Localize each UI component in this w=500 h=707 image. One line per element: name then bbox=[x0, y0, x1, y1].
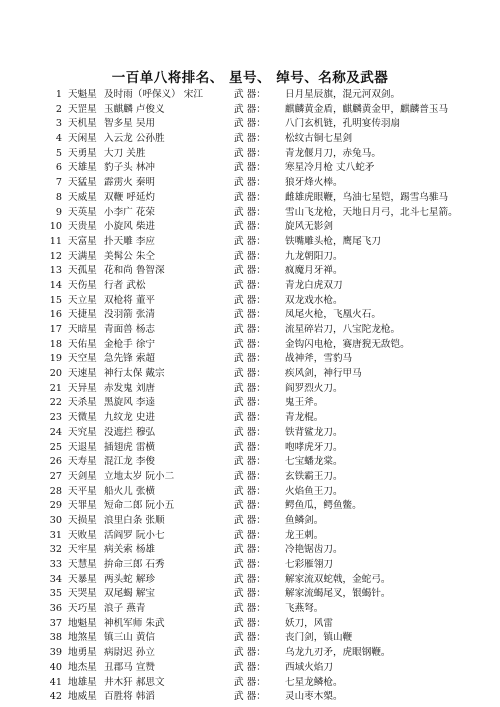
weapon-label: 武 器： bbox=[234, 89, 266, 100]
list-item bbox=[48, 543, 488, 558]
hero-nickname-name: 神行太保 戴宗 bbox=[104, 368, 165, 380]
weapon-label: 武 器： bbox=[234, 338, 266, 350]
weapon-label: 武 器： bbox=[234, 250, 266, 262]
hero-nickname-name: 活阎罗 阮小七 bbox=[104, 529, 165, 541]
weapon-label: 武 器： bbox=[234, 162, 266, 174]
star-name: 天英星 bbox=[68, 206, 97, 218]
entry-number: 35 bbox=[49, 588, 62, 600]
entry-number: 42 bbox=[49, 691, 62, 703]
weapon-value: 狼牙烽火棒。 bbox=[285, 177, 343, 189]
star-name: 天异星 bbox=[68, 382, 97, 394]
hero-nickname-name: 船火儿 张横 bbox=[104, 485, 156, 497]
list-item bbox=[48, 235, 488, 250]
entry-number: 5 bbox=[55, 147, 62, 159]
hero-nickname-name: 没遮拦 穆弘 bbox=[104, 426, 156, 438]
weapon-label: 武 器： bbox=[234, 353, 266, 365]
weapon-label: 武 器： bbox=[234, 265, 266, 277]
hero-nickname-name: 及时雨（呼保义） 宋江 bbox=[104, 89, 203, 100]
star-name: 天罡星 bbox=[68, 103, 97, 115]
weapon-label: 武 器： bbox=[234, 529, 266, 541]
weapon-value: 松纹古铜七星剑 bbox=[285, 133, 353, 145]
list-item bbox=[48, 411, 488, 426]
weapon-label: 武 器： bbox=[234, 441, 266, 453]
weapon-value: 雌雄虎眼鞭，乌油七星铠，踢雪乌骓马 bbox=[285, 191, 449, 203]
list-item bbox=[48, 323, 488, 338]
weapon-value: 青龙偃月刀，赤兔马。 bbox=[285, 147, 381, 159]
star-name: 天微星 bbox=[68, 412, 97, 424]
list-item bbox=[48, 514, 488, 529]
weapon-label: 武 器： bbox=[234, 691, 266, 703]
weapon-label: 武 器： bbox=[234, 544, 266, 556]
list-item bbox=[48, 117, 488, 132]
star-name: 天慧星 bbox=[68, 559, 97, 570]
hero-nickname-name: 百胜将 韩滔 bbox=[104, 691, 156, 703]
weapon-value: 九龙朝阳刀。 bbox=[285, 250, 343, 262]
entry-number: 6 bbox=[55, 162, 62, 174]
entry-number: 14 bbox=[49, 279, 62, 291]
weapon-label: 武 器： bbox=[234, 309, 266, 321]
weapon-label: 武 器： bbox=[234, 147, 266, 159]
weapon-value: 解家流双蛇戟，金蛇弓。 bbox=[285, 573, 391, 585]
star-name: 地魁星 bbox=[68, 617, 97, 629]
list-item bbox=[48, 602, 488, 617]
star-name: 天退星 bbox=[68, 441, 97, 453]
hero-nickname-name: 入云龙 公孙胜 bbox=[104, 133, 165, 145]
hero-nickname-name: 玉麒麟 卢俊义 bbox=[104, 103, 165, 115]
weapon-value: 雪山飞龙枪，天地日月弓，北斗七星箭。 bbox=[285, 206, 458, 218]
list-item bbox=[48, 220, 488, 235]
list-item bbox=[48, 676, 488, 691]
star-name: 天勇星 bbox=[68, 147, 97, 159]
weapon-label: 武 器： bbox=[234, 514, 266, 526]
list-item bbox=[48, 294, 488, 309]
list-item bbox=[48, 250, 488, 265]
weapon-label: 武 器： bbox=[234, 456, 266, 468]
entry-number: 23 bbox=[49, 412, 62, 424]
weapon-label: 武 器： bbox=[234, 118, 266, 130]
weapon-label: 武 器： bbox=[234, 485, 266, 497]
hero-nickname-name: 没羽箭 张清 bbox=[104, 309, 156, 321]
hero-nickname-name: 短命二郎 阮小五 bbox=[104, 500, 175, 512]
list-item bbox=[48, 617, 488, 632]
hero-nickname-name: 豹子头 林冲 bbox=[104, 162, 156, 174]
weapon-value: 冷艳锯齿刀。 bbox=[285, 544, 343, 556]
hero-nickname-name: 智多星 吴用 bbox=[104, 118, 156, 130]
weapon-label: 武 器： bbox=[234, 368, 266, 380]
entry-number: 27 bbox=[49, 470, 62, 482]
entry-number: 7 bbox=[55, 177, 62, 189]
star-name: 天巧星 bbox=[68, 603, 97, 615]
weapon-value: 鳄鱼瓜，鳄鱼鳖。 bbox=[285, 500, 362, 512]
entry-number: 1 bbox=[55, 89, 62, 100]
hero-nickname-name: 小旋风 柴进 bbox=[104, 221, 156, 233]
entry-number: 38 bbox=[49, 632, 62, 644]
entry-number: 10 bbox=[49, 221, 62, 233]
entry-number: 19 bbox=[49, 353, 62, 365]
list-item bbox=[48, 631, 488, 646]
weapon-value: 铁背鲨龙刀。 bbox=[285, 426, 343, 438]
entry-number: 30 bbox=[49, 514, 62, 526]
entry-number: 21 bbox=[49, 382, 62, 394]
list-item bbox=[48, 206, 488, 221]
hero-nickname-name: 急先锋 索超 bbox=[104, 353, 156, 365]
ranking-list bbox=[48, 88, 488, 705]
entry-number: 16 bbox=[49, 309, 62, 321]
star-name: 天捷星 bbox=[68, 309, 97, 321]
hero-nickname-name: 病关索 杨雄 bbox=[104, 544, 156, 556]
weapon-value: 金钩闪电枪，赛唐猊无敌铠。 bbox=[285, 338, 410, 350]
list-item bbox=[48, 191, 488, 206]
star-name: 天猛星 bbox=[68, 177, 97, 189]
list-item bbox=[48, 529, 488, 544]
entry-number: 17 bbox=[49, 324, 62, 335]
list-item bbox=[48, 646, 488, 661]
weapon-label: 武 器： bbox=[234, 559, 266, 570]
list-item bbox=[48, 338, 488, 353]
weapon-value: 阎罗烈火刀。 bbox=[285, 382, 343, 394]
hero-nickname-name: 混江龙 李俊 bbox=[104, 456, 156, 468]
weapon-label: 武 器： bbox=[234, 500, 266, 512]
weapon-value: 流星碎岩刀，八宝陀龙枪。 bbox=[285, 324, 401, 335]
weapon-value: 妖刀，风雷 bbox=[285, 617, 333, 629]
weapon-value: 火焰鱼王刀。 bbox=[285, 485, 343, 497]
hero-nickname-name: 双尾蝎 解宝 bbox=[104, 588, 156, 600]
weapon-value: 飞燕弩。 bbox=[285, 603, 324, 615]
weapon-value: 解家流蝎尾叉，银蝎针。 bbox=[285, 588, 391, 600]
weapon-value: 铁嘴雕头枪，鹰尾飞刀 bbox=[285, 235, 381, 247]
weapon-label: 武 器： bbox=[234, 294, 266, 306]
entry-number: 12 bbox=[49, 250, 62, 262]
weapon-label: 武 器： bbox=[234, 177, 266, 189]
weapon-label: 武 器： bbox=[234, 279, 266, 291]
hero-nickname-name: 浪里白条 张顺 bbox=[104, 514, 165, 526]
star-name: 天机星 bbox=[68, 118, 97, 130]
hero-nickname-name: 两头蛇 解珍 bbox=[104, 573, 156, 585]
hero-nickname-name: 双枪将 董平 bbox=[104, 294, 156, 306]
weapon-value: 鬼王斧。 bbox=[285, 397, 324, 409]
weapon-value: 丧门剑，镇山鞭 bbox=[285, 632, 353, 644]
weapon-value: 灵山枣木槊。 bbox=[285, 691, 343, 703]
list-item bbox=[48, 396, 488, 411]
weapon-label: 武 器： bbox=[234, 632, 266, 644]
list-item bbox=[48, 103, 488, 118]
list-item bbox=[48, 661, 488, 676]
entry-number: 11 bbox=[49, 235, 62, 247]
entry-number: 24 bbox=[49, 426, 62, 438]
hero-nickname-name: 九纹龙 史进 bbox=[104, 412, 156, 424]
star-name: 地煞星 bbox=[68, 632, 97, 644]
hero-nickname-name: 大刀 关胜 bbox=[104, 147, 146, 159]
list-item bbox=[48, 161, 488, 176]
weapon-label: 武 器： bbox=[234, 426, 266, 438]
list-item bbox=[48, 558, 488, 573]
list-item bbox=[48, 573, 488, 588]
list-item bbox=[48, 455, 488, 470]
hero-nickname-name: 丑郡马 宣赞 bbox=[104, 661, 156, 673]
entry-number: 25 bbox=[49, 441, 62, 453]
star-name: 天暴星 bbox=[68, 573, 97, 585]
star-name: 天罪星 bbox=[68, 500, 97, 512]
list-item bbox=[48, 690, 488, 705]
entry-number: 22 bbox=[49, 397, 62, 409]
hero-nickname-name: 美髯公 朱仝 bbox=[104, 250, 156, 262]
entry-number: 33 bbox=[49, 559, 62, 570]
weapon-label: 武 器： bbox=[234, 382, 266, 394]
hero-nickname-name: 青面兽 杨志 bbox=[104, 324, 156, 335]
hero-nickname-name: 黑旋风 李逵 bbox=[104, 397, 156, 409]
star-name: 天佑星 bbox=[68, 338, 97, 350]
weapon-value: 旋风无影剑 bbox=[285, 221, 333, 233]
list-item bbox=[48, 352, 488, 367]
entry-number: 36 bbox=[49, 603, 62, 615]
weapon-label: 武 器： bbox=[234, 133, 266, 145]
entry-number: 37 bbox=[49, 617, 62, 629]
weapon-value: 寒星冷月枪 丈八蛇矛 bbox=[285, 162, 375, 174]
star-name: 地雄星 bbox=[68, 676, 97, 688]
weapon-value: 七彩雁翎刀 bbox=[285, 559, 333, 570]
star-name: 天损星 bbox=[68, 514, 97, 526]
list-item bbox=[48, 485, 488, 500]
weapon-label: 武 器： bbox=[234, 676, 266, 688]
weapon-value: 西域火焰刀 bbox=[285, 661, 333, 673]
hero-nickname-name: 金枪手 徐宁 bbox=[104, 338, 156, 350]
entry-number: 20 bbox=[49, 368, 62, 380]
document-title: 一百单八将排名、 星号、 绰号、名称及武器 bbox=[111, 70, 389, 86]
weapon-value: 疯魔月牙禅。 bbox=[285, 265, 343, 277]
star-name: 地杰星 bbox=[68, 661, 97, 673]
weapon-label: 武 器： bbox=[234, 661, 266, 673]
star-name: 天孤星 bbox=[68, 265, 97, 277]
weapon-label: 武 器： bbox=[234, 191, 266, 203]
hero-nickname-name: 神机军师 朱武 bbox=[104, 617, 165, 629]
entry-number: 8 bbox=[55, 191, 62, 203]
hero-nickname-name: 双鞭 呼延灼 bbox=[104, 191, 156, 203]
hero-nickname-name: 拚命三郎 石秀 bbox=[104, 559, 165, 570]
star-name: 天立星 bbox=[68, 294, 97, 306]
star-name: 天剑星 bbox=[68, 470, 97, 482]
entry-number: 4 bbox=[55, 133, 62, 145]
weapon-label: 武 器： bbox=[234, 235, 266, 247]
weapon-label: 武 器： bbox=[234, 573, 266, 585]
star-name: 天杀星 bbox=[68, 397, 97, 409]
weapon-value: 乌龙九刃矛，虎眼钢鞭。 bbox=[285, 647, 391, 659]
entry-number: 41 bbox=[49, 676, 62, 688]
star-name: 地威星 bbox=[68, 691, 97, 703]
weapon-label: 武 器： bbox=[234, 103, 266, 115]
weapon-value: 咆哮虎牙刀。 bbox=[285, 441, 343, 453]
entry-number: 39 bbox=[49, 647, 62, 659]
star-name: 天暗星 bbox=[68, 324, 97, 335]
weapon-value: 双龙戏水枪。 bbox=[285, 294, 343, 306]
entry-number: 13 bbox=[49, 265, 62, 277]
hero-nickname-name: 行者 武松 bbox=[104, 279, 146, 291]
star-name: 天满星 bbox=[68, 250, 97, 262]
list-item bbox=[48, 382, 488, 397]
star-name: 天哭星 bbox=[68, 588, 97, 600]
weapon-label: 武 器： bbox=[234, 324, 266, 335]
weapon-label: 武 器： bbox=[234, 588, 266, 600]
weapon-label: 武 器： bbox=[234, 603, 266, 615]
weapon-value: 凤尾火枪，飞凰火石。 bbox=[285, 309, 381, 321]
hero-nickname-name: 浪子 燕青 bbox=[104, 603, 146, 615]
hero-nickname-name: 霹雳火 秦明 bbox=[104, 177, 156, 189]
hero-nickname-name: 赤发鬼 刘唐 bbox=[104, 382, 156, 394]
star-name: 天富星 bbox=[68, 235, 97, 247]
entry-number: 18 bbox=[49, 338, 62, 350]
weapon-value: 八门玄机链，孔明宴传羽扇 bbox=[285, 118, 401, 130]
list-item bbox=[48, 279, 488, 294]
weapon-label: 武 器： bbox=[234, 412, 266, 424]
list-item bbox=[48, 426, 488, 441]
weapon-value: 七宝蟠龙棠。 bbox=[285, 456, 343, 468]
weapon-value: 麒麟黄金盾，麒麟黄金甲，麒麟普玉马 bbox=[285, 103, 449, 115]
entry-number: 34 bbox=[49, 573, 62, 585]
star-name: 天败星 bbox=[68, 529, 97, 541]
list-item bbox=[48, 176, 488, 191]
list-item bbox=[48, 470, 488, 485]
star-name: 地勇星 bbox=[68, 647, 97, 659]
hero-nickname-name: 井木犴 郝思文 bbox=[104, 676, 165, 688]
entry-number: 9 bbox=[55, 206, 62, 218]
entry-number: 40 bbox=[49, 661, 62, 673]
weapon-label: 武 器： bbox=[234, 206, 266, 218]
weapon-value: 鱼鳞剑。 bbox=[285, 514, 324, 526]
entry-number: 26 bbox=[49, 456, 62, 468]
hero-nickname-name: 插翅虎 雷横 bbox=[104, 441, 156, 453]
weapon-value: 七星龙鳞枪。 bbox=[285, 676, 343, 688]
hero-nickname-name: 立地太岁 阮小二 bbox=[104, 470, 175, 482]
weapon-value: 疾风剑，神行甲马 bbox=[285, 368, 362, 380]
list-item bbox=[48, 264, 488, 279]
weapon-label: 武 器： bbox=[234, 470, 266, 482]
entry-number: 28 bbox=[49, 485, 62, 497]
list-item bbox=[48, 132, 488, 147]
weapon-value: 龙王刺。 bbox=[285, 529, 324, 541]
star-name: 天空星 bbox=[68, 353, 97, 365]
hero-nickname-name: 病尉迟 孙立 bbox=[104, 647, 156, 659]
list-item bbox=[48, 308, 488, 323]
star-name: 天雄星 bbox=[68, 162, 97, 174]
weapon-value: 青龙棍。 bbox=[285, 412, 324, 424]
star-name: 天平星 bbox=[68, 485, 97, 497]
weapon-label: 武 器： bbox=[234, 221, 266, 233]
star-name: 天究星 bbox=[68, 426, 97, 438]
entry-number: 29 bbox=[49, 500, 62, 512]
weapon-value: 玄铁霸王刀。 bbox=[285, 470, 343, 482]
weapon-label: 武 器： bbox=[234, 647, 266, 659]
star-name: 天闲星 bbox=[68, 133, 97, 145]
star-name: 天魁星 bbox=[68, 89, 97, 100]
entry-number: 32 bbox=[49, 544, 62, 556]
entry-number: 15 bbox=[49, 294, 62, 306]
list-item bbox=[48, 441, 488, 456]
entry-number: 3 bbox=[55, 118, 62, 130]
star-name: 天速星 bbox=[68, 368, 97, 380]
list-item bbox=[48, 587, 488, 602]
star-name: 天伤星 bbox=[68, 279, 97, 291]
star-name: 天威星 bbox=[68, 191, 97, 203]
hero-nickname-name: 花和尚 鲁智深 bbox=[104, 265, 165, 277]
weapon-value: 青龙白虎双刀 bbox=[285, 279, 343, 291]
weapon-label: 武 器： bbox=[234, 397, 266, 409]
hero-nickname-name: 镇三山 黄信 bbox=[104, 632, 156, 644]
star-name: 天牢星 bbox=[68, 544, 97, 556]
weapon-value: 战神斧，雪豹马 bbox=[285, 353, 353, 365]
entry-number: 2 bbox=[55, 103, 62, 115]
star-name: 天寿星 bbox=[68, 456, 97, 468]
weapon-label: 武 器： bbox=[234, 617, 266, 629]
list-item bbox=[48, 147, 488, 162]
list-item bbox=[48, 499, 488, 514]
hero-nickname-name: 小李广 花荣 bbox=[104, 206, 156, 218]
weapon-value: 日月星辰旗，混元河双剑。 bbox=[285, 89, 401, 100]
entry-number: 31 bbox=[49, 529, 62, 541]
list-item bbox=[48, 88, 488, 103]
list-item bbox=[48, 367, 488, 382]
star-name: 天贵星 bbox=[68, 221, 97, 233]
hero-nickname-name: 扑天雕 李应 bbox=[104, 235, 156, 247]
